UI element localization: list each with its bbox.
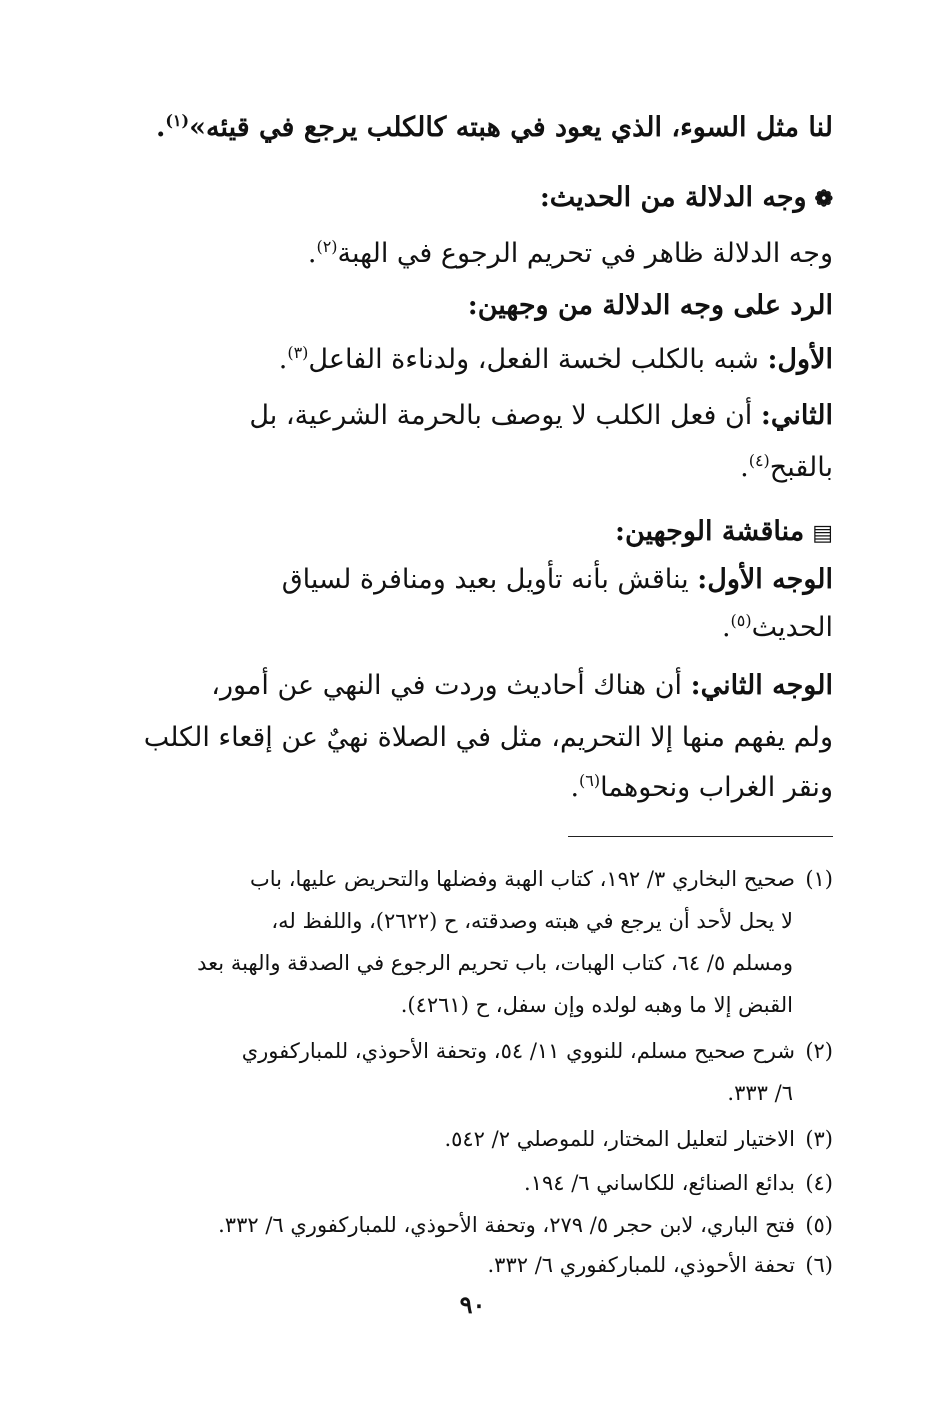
footnote-6 (98, 1244, 833, 1286)
second-aspect-line-1 (88, 670, 833, 701)
footnote-text: صحيح البخاري ٣/ ١٩٢، كتاب الهبة وفضلها والتحريض عليها، باب (250, 867, 795, 891)
evidence-text: وجه الدلالة ظاهر في تحريم الرجوع في الهبة (337, 238, 833, 269)
hadith-quote-line (88, 112, 833, 143)
footnote-number: (٤) (805, 1171, 833, 1195)
footnote-ref-6: (٦) (579, 771, 601, 790)
second-aspect-line-2 (88, 722, 833, 753)
first-point-label: الأول: (767, 344, 833, 375)
footnote-text: ومسلم ٥/ ٦٤، كتاب الهبات، باب تحريم الرجوع في الصدقة والهبة بعد (197, 951, 793, 975)
hadith-quote-text: لنا مثل السوء، الذي يعود في هبته كالكلب يرجع في قيئه» (189, 112, 833, 143)
footnote-1-line-4 (98, 984, 833, 1026)
period: . (307, 238, 317, 269)
second-point-line-1 (88, 400, 833, 431)
footnote-ref-3: (٣) (287, 343, 309, 362)
footnote-number: (٢) (805, 1039, 833, 1063)
heading-discussion-text: مناقشة الوجهين: (615, 516, 805, 547)
second-aspect-label: الوجه الثاني: (690, 670, 833, 701)
book-icon: ▤ (812, 519, 833, 546)
period: . (155, 112, 166, 143)
footnote-text: بدائع الصنائع، للكاساني ٦/ ١٩٤. (524, 1171, 795, 1195)
first-aspect-line-1 (88, 564, 833, 595)
heading-rebuttal (88, 290, 833, 321)
first-aspect-line-2 (88, 612, 833, 643)
footnote-1-line-3 (98, 942, 833, 984)
footnote-number: (٥) (805, 1213, 833, 1237)
footnote-text: تحفة الأحوذي، للمباركفوري ٦/ ٣٣٢. (487, 1253, 795, 1277)
first-aspect-text: يناقش بأنه تأويل بعيد ومنافرة لسياق (281, 564, 698, 595)
footnote-text: الاختيار لتعليل المختار، للموصلي ٢/ ٥٤٢. (444, 1127, 795, 1151)
second-aspect-line-3 (88, 772, 833, 803)
footnote-ref-1: (١) (165, 111, 190, 130)
footnote-2 (98, 1030, 833, 1072)
period: . (740, 452, 749, 483)
second-aspect-text: أن هناك أحاديث وردت في النهي عن أمور، (211, 670, 691, 701)
footnote-divider (568, 836, 833, 837)
footnote-text: فتح الباري، لابن حجر ٥/ ٢٧٩، وتحفة الأحوذي، للمباركفوري ٦/ ٣٣٢. (218, 1213, 795, 1237)
footnote-2-line-2 (98, 1072, 833, 1114)
footnote-text: القبض إلا ما وهبه لولده وإن سفل، ح (٤٢٦١). (400, 993, 793, 1017)
second-point-text-cont: بالقبح (769, 452, 833, 483)
second-aspect-text-cont2: ونقر الغراب ونحوهما (600, 772, 833, 803)
footnote-text: شرح صحيح مسلم، للنووي ١١/ ٥٤، وتحفة الأحوذي، للمباركفوري (241, 1039, 795, 1063)
footnote-text: لا يحل لأحد أن يرجع في هبته وصدقته، ح (٢٦٢٢)، واللفظ له، (271, 909, 793, 933)
footnote-number: (١) (805, 867, 833, 891)
period: . (570, 772, 580, 803)
period: . (721, 612, 731, 643)
first-point-text: شبه بالكلب لخسة الفعل، ولدناءة الفاعل (308, 344, 768, 375)
first-point-paragraph (88, 344, 833, 375)
footnote-ref-5: (٥) (730, 611, 752, 630)
footnote-1 (98, 858, 833, 900)
heading-evidence (88, 182, 833, 213)
first-aspect-label: الوجه الأول: (697, 564, 833, 595)
flower-ornament-icon: ❁ (814, 185, 833, 212)
footnote-5 (98, 1204, 833, 1246)
footnote-ref-2: (٢) (316, 237, 338, 256)
page-number: ٩٠ (459, 1290, 486, 1319)
second-point-line-2 (88, 452, 833, 483)
footnote-text: ٦/ ٣٣٣. (727, 1081, 793, 1105)
first-aspect-text-cont: الحديث (751, 612, 833, 643)
second-point-text: أن فعل الكلب لا يوصف بالحرمة الشرعية، بل (249, 400, 761, 431)
footnote-3 (98, 1118, 833, 1160)
evidence-paragraph (88, 238, 833, 269)
heading-discussion (88, 516, 833, 547)
footnote-number: (٣) (805, 1127, 833, 1151)
period: . (278, 344, 288, 375)
footnote-ref-4: (٤) (748, 451, 770, 470)
footnote-1-line-2 (98, 900, 833, 942)
second-aspect-text-cont: ولم يفهم منها إلا التحريم، مثل في الصلاة نهيٌ عن إقعاء الكلب (143, 722, 833, 753)
footnote-4 (98, 1162, 833, 1204)
heading-rebuttal-text: الرد على وجه الدلالة من وجهين: (467, 290, 833, 321)
heading-evidence-text: وجه الدلالة من الحديث: (539, 182, 807, 213)
footnote-number: (٦) (805, 1253, 833, 1277)
second-point-label: الثاني: (760, 400, 833, 431)
